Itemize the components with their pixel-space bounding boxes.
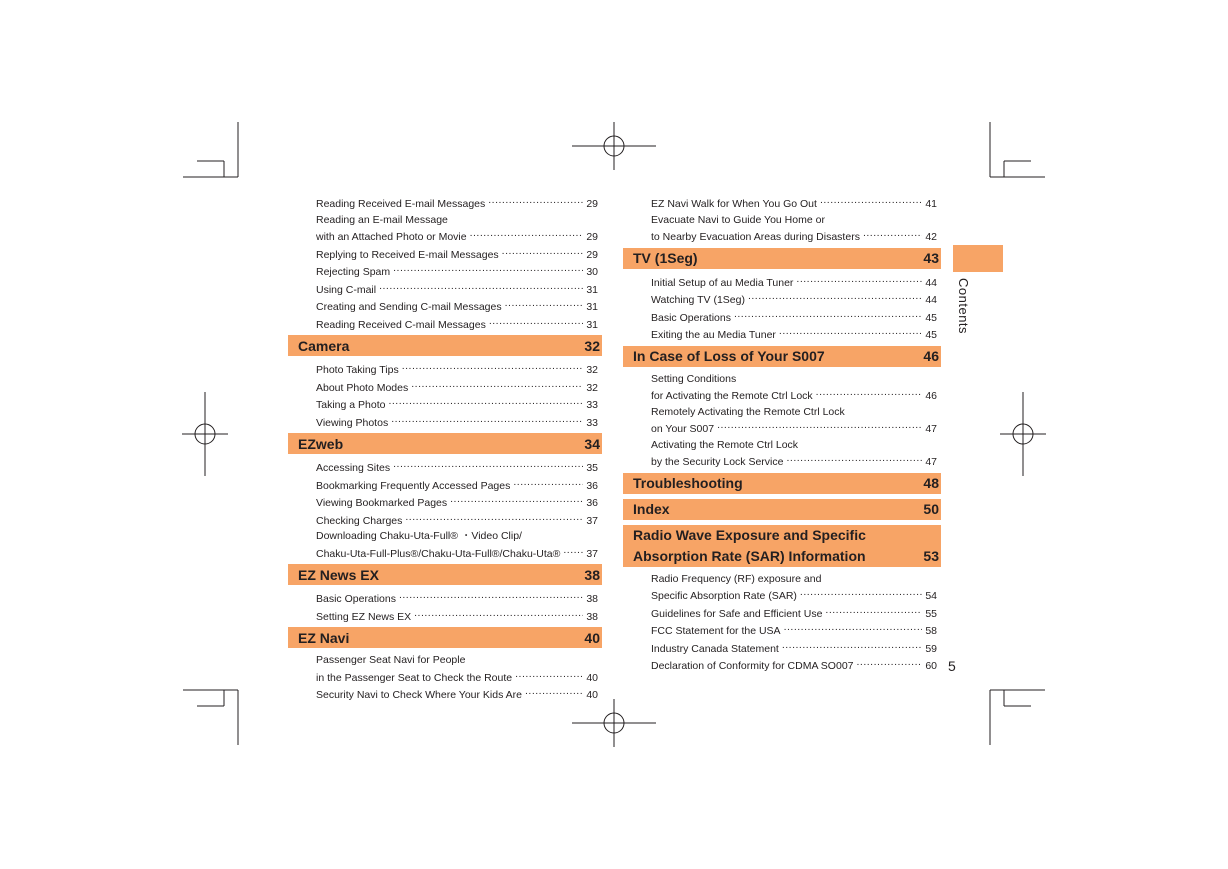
dot-leader xyxy=(411,379,583,391)
toc-entry[interactable] xyxy=(288,494,602,512)
toc-entry-page: 37 xyxy=(586,547,598,560)
toc-entry-line xyxy=(316,298,598,316)
toc-entry-page: 58 xyxy=(925,625,937,637)
toc-entry[interactable] xyxy=(288,477,602,495)
dot-leader xyxy=(515,669,583,681)
side-tab xyxy=(953,245,1003,272)
toc-entry-page: 31 xyxy=(586,283,598,296)
section-header[interactable] xyxy=(288,564,602,585)
toc-entry-text: Basic Operations xyxy=(651,311,731,324)
toc-entry[interactable] xyxy=(288,686,602,704)
dot-leader xyxy=(786,453,922,465)
toc-entry-text: Photo Taking Tips xyxy=(316,364,399,376)
toc-entry-line xyxy=(651,453,937,471)
section-title: In Case of Loss of Your S007 xyxy=(633,348,825,364)
section-page: 40 xyxy=(584,629,600,646)
toc-entry-line xyxy=(316,669,598,687)
toc-entry-text: Viewing Bookmarked Pages xyxy=(316,497,448,509)
toc-entry-line xyxy=(651,640,937,658)
toc-entry-text: Initial Setup of au Media Tuner xyxy=(651,276,794,289)
toc-entry-line xyxy=(651,326,937,344)
toc-entry[interactable] xyxy=(623,213,941,246)
toc-entry-page: 29 xyxy=(586,198,598,210)
toc-entry-text: Reading Received E-mail Messages xyxy=(316,198,486,210)
dot-leader xyxy=(388,396,583,408)
toc-entry[interactable] xyxy=(288,213,602,246)
dot-leader xyxy=(717,420,922,432)
toc-entry[interactable] xyxy=(623,309,941,327)
toc-left-column xyxy=(288,195,602,704)
toc-entry-page: 47 xyxy=(925,456,937,468)
toc-entry-line xyxy=(316,263,598,281)
dot-leader xyxy=(796,274,922,286)
toc-entry-page: 54 xyxy=(925,590,937,602)
toc-entry-text: Rejecting Spam xyxy=(316,266,391,278)
toc-entry-text: in the Passenger Seat to Check the Route xyxy=(316,671,513,684)
page-number: 5 xyxy=(948,658,956,674)
toc-entry-line xyxy=(316,281,598,299)
toc-entry-line xyxy=(651,438,937,454)
dot-leader xyxy=(513,477,583,489)
dot-leader xyxy=(399,590,583,602)
toc-entry-text: to Nearby Evacuation Areas during Disasters xyxy=(651,231,860,243)
toc-entry-line xyxy=(651,309,937,327)
toc-entry[interactable] xyxy=(288,608,602,626)
dot-leader xyxy=(857,657,923,669)
toc-entry[interactable] xyxy=(288,653,602,686)
dot-leader xyxy=(393,459,583,471)
toc-entry[interactable] xyxy=(288,195,602,213)
toc-entry-text: Reading an E-mail Message xyxy=(316,213,448,226)
dot-leader xyxy=(502,246,583,258)
toc-entry-text: Replying to Received E-mail Messages xyxy=(316,248,499,261)
toc-entry-text: Taking a Photo xyxy=(316,399,386,411)
toc-entry-line xyxy=(316,494,598,512)
toc-entry-page: 29 xyxy=(586,231,598,243)
toc-entry-line xyxy=(316,477,598,495)
toc-entry-text: on Your S007 xyxy=(651,423,715,435)
section-page: 48 xyxy=(923,475,939,491)
dot-leader xyxy=(825,605,922,617)
toc-entry-line xyxy=(651,572,937,588)
dot-leader xyxy=(748,291,922,303)
section-header[interactable] xyxy=(623,473,941,494)
dot-leader xyxy=(800,587,922,599)
toc-entry-page: 33 xyxy=(586,399,598,411)
toc-entry-line xyxy=(651,387,937,405)
toc-entry-line xyxy=(651,195,937,213)
toc-entry-page: 37 xyxy=(586,514,598,527)
toc-entry-text: Creating and Sending C-mail Messages xyxy=(316,301,502,313)
toc-entry[interactable] xyxy=(623,274,941,292)
toc-entry-text: Bookmarking Frequently Accessed Pages xyxy=(316,479,511,492)
toc-entry[interactable] xyxy=(623,326,941,344)
dot-leader xyxy=(393,263,583,275)
toc-entry-page: 45 xyxy=(925,311,937,324)
section-header[interactable] xyxy=(623,248,941,269)
toc-entry-line xyxy=(316,414,598,432)
section-title: Absorption Rate (SAR) Information xyxy=(633,547,866,564)
dot-leader xyxy=(820,195,922,207)
toc-entry-line xyxy=(651,657,937,675)
toc-entry-text: for Activating the Remote Ctrl Lock xyxy=(651,390,813,402)
toc-entry-page: 31 xyxy=(586,318,598,331)
toc-entry[interactable] xyxy=(288,246,602,264)
section-header[interactable] xyxy=(288,433,602,454)
toc-entry-page: 30 xyxy=(586,266,598,278)
toc-entry-line xyxy=(316,195,598,213)
toc-entry-line xyxy=(316,512,598,530)
toc-entry-line xyxy=(651,274,937,292)
toc-entry[interactable] xyxy=(623,605,941,623)
toc-entry-text: by the Security Lock Service xyxy=(651,456,784,468)
toc-entry[interactable] xyxy=(623,291,941,309)
toc-entry-page: 31 xyxy=(586,301,598,313)
toc-entry-page: 36 xyxy=(586,479,598,492)
toc-entry[interactable] xyxy=(288,396,602,414)
toc-entry-text: Watching TV (1Seg) xyxy=(651,294,745,306)
toc-entry[interactable] xyxy=(623,372,941,405)
toc-entry[interactable] xyxy=(288,361,602,379)
toc-entry-text: Industry Canada Statement xyxy=(651,642,779,655)
section-page: 50 xyxy=(923,501,939,517)
section-title: Troubleshooting xyxy=(633,475,743,491)
toc-entry-page: 38 xyxy=(586,610,598,623)
toc-entry-page: 59 xyxy=(925,642,937,655)
dot-leader xyxy=(816,387,922,399)
section-title: Radio Wave Exposure and Specific xyxy=(633,526,866,543)
toc-entry-text: Remotely Activating the Remote Ctrl Lock xyxy=(651,405,845,418)
toc-entry-page: 41 xyxy=(925,198,937,210)
toc-entry-line xyxy=(316,590,598,608)
toc-entry-line xyxy=(316,316,598,334)
toc-entry-page: 42 xyxy=(925,231,937,243)
toc-entry-text: Declaration of Conformity for CDMA SO007 xyxy=(651,660,854,672)
toc-entry-text: Setting Conditions xyxy=(651,372,737,385)
toc-entry-page: 29 xyxy=(586,248,598,261)
section-header[interactable] xyxy=(288,335,602,356)
toc-entry[interactable] xyxy=(623,572,941,605)
toc-entry-text: About Photo Modes xyxy=(316,381,409,394)
dot-leader xyxy=(470,228,583,240)
dot-leader xyxy=(489,316,583,328)
toc-entry-line xyxy=(316,396,598,414)
toc-entry-line xyxy=(651,420,937,438)
toc-entry-text: Guidelines for Safe and Efficient Use xyxy=(651,607,823,620)
toc-entry-text: with an Attached Photo or Movie xyxy=(316,231,467,243)
dot-leader xyxy=(563,545,583,557)
toc-entry-line xyxy=(316,529,598,545)
toc-entry-line xyxy=(316,228,598,246)
toc-entry-line xyxy=(316,653,598,669)
toc-entry-text: Checking Charges xyxy=(316,514,403,527)
section-header[interactable] xyxy=(288,627,602,648)
toc-entry[interactable] xyxy=(288,316,602,334)
toc-entry-line xyxy=(651,622,937,640)
toc-entry-page: 33 xyxy=(586,416,598,429)
dot-leader xyxy=(784,622,922,634)
toc-entry-text: Chaku-Uta-Full-Plus®/Chaku-Uta-Full®/Chaku-Uta® xyxy=(316,547,561,560)
section-title-line xyxy=(633,525,939,546)
section-page: 46 xyxy=(923,348,939,364)
section-title: EZ Navi xyxy=(298,629,350,646)
toc-entry-line xyxy=(651,213,937,229)
toc-entry[interactable] xyxy=(288,459,602,477)
toc-entry-line xyxy=(316,246,598,264)
section-header[interactable] xyxy=(623,346,941,367)
toc-right-column xyxy=(623,195,941,675)
toc-entry-text: Viewing Photos xyxy=(316,416,389,429)
toc-entry[interactable] xyxy=(623,657,941,675)
toc-entry[interactable] xyxy=(288,281,602,299)
toc-entry-text: Accessing Sites xyxy=(316,462,391,474)
toc-entry-text: Radio Frequency (RF) exposure and xyxy=(651,572,822,585)
toc-entry[interactable] xyxy=(623,405,941,438)
toc-entry-line xyxy=(316,608,598,626)
toc-entry-text: Evacuate Navi to Guide You Home or xyxy=(651,213,825,226)
toc-entry-page: 38 xyxy=(586,593,598,605)
toc-entry[interactable] xyxy=(288,414,602,432)
toc-entry-line xyxy=(651,405,937,421)
toc-entry-text: Exiting the au Media Tuner xyxy=(651,329,776,341)
section-title: Index xyxy=(633,501,670,517)
toc-entry-text: Reading Received C-mail Messages xyxy=(316,318,486,331)
section-page: 43 xyxy=(923,250,939,266)
toc-entry-line xyxy=(316,213,598,229)
dot-leader xyxy=(782,640,922,652)
toc-entry[interactable] xyxy=(288,529,602,562)
toc-entry-line xyxy=(316,361,598,379)
section-title: EZweb xyxy=(298,435,344,452)
toc-entry-page: 32 xyxy=(586,381,598,394)
toc-entry-line xyxy=(316,379,598,397)
side-label: Contents xyxy=(956,278,971,335)
dot-leader xyxy=(414,608,583,620)
toc-entry[interactable] xyxy=(288,379,602,397)
dot-leader xyxy=(863,228,922,240)
toc-entry-text: Passenger Seat Navi for People xyxy=(316,654,466,666)
toc-entry-text: FCC Statement for the USA xyxy=(651,625,781,637)
toc-entry-line xyxy=(316,545,598,563)
toc-entry-line xyxy=(651,291,937,309)
toc-entry-page: 45 xyxy=(925,329,937,341)
toc-entry-text: Specific Absorption Rate (SAR) xyxy=(651,590,797,602)
dot-leader xyxy=(391,414,583,426)
toc-entry-line xyxy=(651,228,937,246)
toc-entry-text: Downloading Chaku-Uta-Full® ・Video Clip/ xyxy=(316,530,522,542)
toc-entry-page: 40 xyxy=(586,671,598,684)
toc-entry-line xyxy=(651,587,937,605)
toc-entry-page: 40 xyxy=(586,689,598,701)
toc-entry-page: 46 xyxy=(925,390,937,402)
section-title-line xyxy=(633,546,939,567)
section-title: Camera xyxy=(298,337,350,354)
toc-entry-text: Setting EZ News EX xyxy=(316,610,412,623)
section-header[interactable] xyxy=(623,499,941,520)
toc-entry[interactable] xyxy=(288,298,602,316)
toc-entry-line xyxy=(651,372,937,388)
toc-entry-page: 35 xyxy=(586,462,598,474)
toc-entry-text: EZ Navi Walk for When You Go Out xyxy=(651,198,817,210)
toc-entry-page: 36 xyxy=(586,497,598,509)
toc-entry-page: 32 xyxy=(586,364,598,376)
toc-entry-text: Security Navi to Check Where Your Kids Are xyxy=(316,689,523,701)
section-title: TV (1Seg) xyxy=(633,250,698,266)
dot-leader xyxy=(734,309,922,321)
dot-leader xyxy=(779,326,922,338)
dot-leader xyxy=(525,686,583,698)
dot-leader xyxy=(379,281,583,293)
toc-entry-page: 44 xyxy=(925,276,937,289)
toc-entry-page: 55 xyxy=(925,607,937,620)
toc-entry[interactable] xyxy=(623,195,941,213)
toc-entry-text: Activating the Remote Ctrl Lock xyxy=(651,438,799,451)
toc-entry[interactable] xyxy=(288,512,602,530)
dot-leader xyxy=(405,512,583,524)
toc-entry-line xyxy=(316,459,598,477)
section-page: 53 xyxy=(923,547,939,564)
toc-entry-page: 44 xyxy=(925,294,937,306)
toc-entry[interactable] xyxy=(623,640,941,658)
section-page: 34 xyxy=(584,435,600,452)
dot-leader xyxy=(488,195,583,207)
toc-entry-text: Basic Operations xyxy=(316,593,396,605)
dot-leader xyxy=(505,298,583,310)
toc-entry-text: Using C-mail xyxy=(316,283,377,296)
section-page: 38 xyxy=(584,566,600,583)
section-title: EZ News EX xyxy=(298,566,379,583)
section-header[interactable] xyxy=(623,525,941,567)
section-page: 32 xyxy=(584,337,600,354)
toc-entry-page: 47 xyxy=(925,423,937,435)
dot-leader xyxy=(402,361,583,373)
toc-entry[interactable] xyxy=(288,263,602,281)
toc-entry[interactable] xyxy=(623,622,941,640)
toc-entry-line xyxy=(316,686,598,704)
toc-entry-page: 60 xyxy=(925,660,937,672)
toc-entry[interactable] xyxy=(623,438,941,471)
dot-leader xyxy=(450,494,583,506)
toc-entry[interactable] xyxy=(288,590,602,608)
toc-entry-line xyxy=(651,605,937,623)
